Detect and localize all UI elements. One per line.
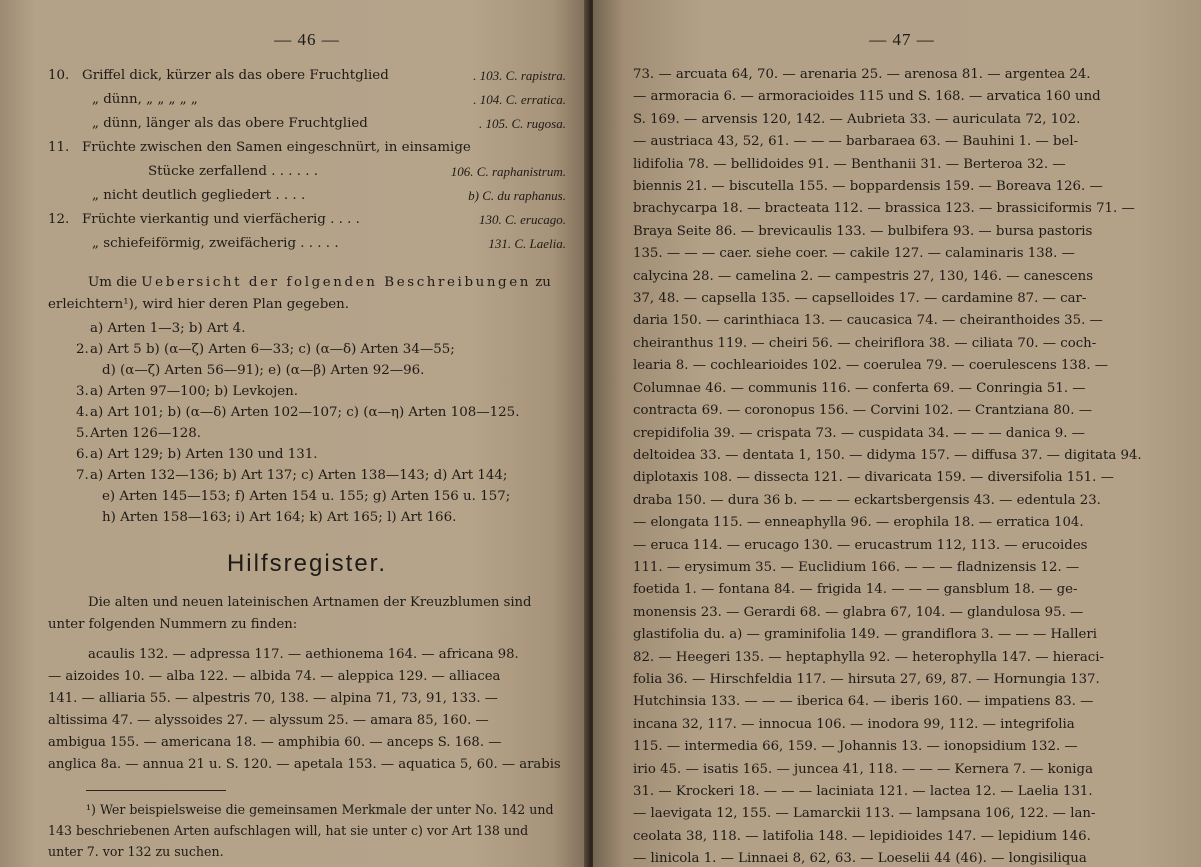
key-row: 12. Früchte vierkantig und vierfächerig . . . . 130. C. erucago.	[48, 212, 566, 227]
register-line: 31. — Krockeri 18. — — — laciniata 121. — lactea 12. — Laelia 131.	[633, 784, 1093, 799]
register-line: biennis 21. — biscutella 155. — boppardensis 159. — Boreava 126. —	[633, 179, 1103, 195]
register-line: diplotaxis 108. — dissecta 121. — divaricata 159. — diversifolia 151. —	[633, 470, 1114, 486]
register-line: 141. — alliaria 55. — alpestris 70, 138. — alpina 71, 73, 91, 133. —	[48, 691, 498, 706]
key-row: „ nicht deutlich gegliedert . . . . b) C. du raphanus.	[92, 188, 566, 203]
plan-line: d) (α—ζ) Arten 56—91); e) (α—β) Arten 92—96.	[102, 363, 425, 378]
key-row: „ dünn, „ „ „ „ „ . 104. C. erratica.	[92, 92, 566, 107]
register-line: anglica 8a. — annua 21 u. S. 120. — apetala 153. — aquatica 5, 60. — arabis	[48, 757, 561, 772]
register-line: — linicola 1. — Linnaei 8, 62, 63. — Loeselii 44 (46). — longisiliqua	[633, 851, 1087, 867]
register-line: acaulis 132. — adpressa 117. — aethionema 164. — africana 98.	[88, 647, 519, 662]
register-line: 135. — — — caer. siehe coer. — cakile 127. — calaminaris 138. —	[633, 246, 1075, 262]
footnote-rule	[86, 790, 226, 791]
footnote: ¹) Wer beispielsweise die gemeinsamen Merkmale der unter No. 142 und 143 beschriebenen Arten aufschlagen will, hat sie unter c) vor Art 138 und unter 7. vor 132 zu suchen.	[48, 802, 554, 859]
register-line: draba 150. — dura 36 b. — — — eckartsbergensis 43. — edentula 23.	[633, 492, 1101, 508]
key-row: 10. Griffel dick, kürzer als das obere Fruchtglied . 103. C. rapistra.	[48, 68, 566, 83]
plan-line: 5. Arten 126—128.	[76, 426, 202, 441]
plan-line: 4. a) Art 101; b) (α—δ) Arten 102—107; c) (α—η) Arten 108—125.	[76, 405, 520, 420]
page-number: — 47 —	[869, 30, 935, 49]
register-line: 73. — arcuata 64, 70. — arenaria 25. — arenosa 81. — argentea 24.	[633, 67, 1091, 82]
plan-line: 7. a) Arten 132—136; b) Art 137; c) Arten 138—143; d) Art 144;	[76, 468, 508, 483]
plan-line: h) Arten 158—163; i) Art 164; k) Art 165; l) Art 166.	[102, 510, 457, 525]
register-line: lidifolia 78. — bellidoides 91. — Benthanii 31. — Berteroa 32. —	[633, 156, 1066, 172]
section-heading: Hilfsregister.	[226, 550, 388, 577]
identification-key	[48, 64, 566, 256]
register-line: altissima 47. — alyssoides 27. — alyssum 25. — amara 85, 160. —	[48, 713, 489, 728]
register-line: — austriaca 43, 52, 61. — — — barbaraea 63. — Bauhini 1. — bel-	[633, 134, 1079, 150]
register-line: 82. — Heegeri 135. — heptaphylla 92. — heterophylla 147. — hieraci-	[633, 649, 1104, 665]
plan-line: 3. a) Arten 97—100; b) Levkojen.	[76, 384, 299, 399]
register-line: brachycarpa 18. — bracteata 112. — brassica 123. — brassiciformis 71. —	[633, 201, 1135, 217]
key-row: „ dünn, länger als das obere Fruchtglied . 105. C. rugosa.	[92, 116, 566, 131]
register-line: ceolata 38, 118. — latifolia 148. — lepidioides 147. — lepidium 146.	[633, 828, 1091, 844]
register-line: — eruca 114. — erucago 130. — erucastrum 112, 113. — erucoides	[633, 537, 1088, 553]
register-line: 115. — intermedia 66, 159. — Johannis 13. — ionopsidium 132. —	[633, 739, 1078, 755]
plan-line: e) Arten 145—153; f) Arten 154 u. 155; g) Arten 156 u. 157;	[102, 489, 511, 504]
register-line: foetida 1. — fontana 84. — frigida 14. — — — gansblum 18. — ge-	[633, 582, 1078, 598]
register-line: — aizoides 10. — alba 122. — albida 74. — aleppica 129. — alliacea	[48, 669, 501, 684]
key-row: 11. Früchte zwischen den Samen eingeschnürt, in einsamige	[48, 140, 471, 155]
register-line: daria 150. — carinthiaca 13. — caucasica 74. — cheiranthoides 35. —	[633, 313, 1103, 329]
register-line: — laevigata 12, 155. — Lamarckii 113. — lampsana 106, 122. — lan-	[633, 806, 1096, 822]
right-page	[593, 0, 1201, 867]
page-number: — 46 —	[274, 30, 340, 49]
register-line: calycina 28. — camelina 2. — campestris 27, 130, 146. — canescens	[633, 268, 1094, 284]
register-line: Columnae 46. — communis 116. — conferta 69. — Conringia 51. —	[633, 380, 1086, 396]
register-intro: Die alten und neuen lateinischen Artnamen der Kreuzblumen sind unter folgenden Nummern zu finden:	[48, 595, 532, 632]
plan-line: 2. a) Art 5 b) (α—ζ) Arten 6—33; c) (α—δ) Arten 34—55;	[76, 342, 455, 357]
register-line: contracta 69. — coronopus 156. — Corvini 102. — Crantziana 80. —	[633, 403, 1092, 419]
register-line: irio 45. — isatis 165. — juncea 41, 118. — — — Kernera 7. — koniga	[633, 761, 1093, 777]
register-line: — elongata 115. — enneaphylla 96. — erophila 18. — erratica 104.	[633, 515, 1084, 531]
plan-line: a) Arten 1—3; b) Art 4.	[90, 321, 246, 336]
register-line: monensis 23. — Gerardi 68. — glabra 67, 104. — glandulosa 95. —	[633, 604, 1084, 620]
register-line: folia 36. — Hirschfeldia 117. — hirsuta 27, 69, 87. — Hornungia 137.	[633, 671, 1100, 687]
register-line: Braya Seite 86. — brevicaulis 133. — bulbifera 93. — bursa pastoris	[633, 223, 1093, 239]
register-list-left	[48, 644, 566, 776]
register-list-right	[633, 64, 1171, 867]
register-line: incana 32, 117. — innocua 106. — inodora 99, 112. — integrifolia	[633, 716, 1075, 732]
key-row: Stücke zerfallend . . . . . . 106. C. raphanistrum.	[148, 164, 566, 179]
plan-intro: Um die Uebersicht der folgenden Beschreibungen zu erleichtern¹), wird hier deren Plan gegeben.	[48, 275, 551, 312]
plan-line: 6. a) Art 129; b) Arten 130 und 131.	[76, 447, 318, 462]
register-line: S. 169. — arvensis 120, 142. — Aubrieta 33. — auriculata 72, 102.	[633, 111, 1081, 127]
register-line: 37, 48. — capsella 135. — capselloides 17. — cardamine 87. — car-	[633, 291, 1087, 307]
register-line: 111. — erysimum 35. — Euclidium 166. — — — fladnizensis 12. —	[633, 559, 1080, 575]
register-line: — armoracia 6. — armoracioides 115 und S. 168. — arvatica 160 und	[633, 89, 1101, 105]
register-line: ambigua 155. — americana 18. — amphibia 60. — anceps S. 168. —	[48, 735, 502, 750]
register-line: Hutchinsia 133. — — — iberica 64. — iberis 160. — impatiens 83. —	[633, 694, 1094, 710]
register-line: deltoidea 33. — dentata 1, 150. — didyma 157. — diffusa 37. — digitata 94.	[633, 447, 1142, 463]
register-line: learia 8. — cochlearioides 102. — coerulea 79. — coerulescens 138. —	[633, 358, 1109, 374]
plan-list	[48, 318, 566, 528]
key-row: „ schiefeiförmig, zweifächerig . . . . . 131. C. Laelia.	[92, 236, 566, 251]
register-line: crepidifolia 39. — crispata 73. — cuspidata 34. — — — danica 9. —	[633, 425, 1085, 441]
register-line: cheiranthus 119. — cheiri 56. — cheiriflora 38. — ciliata 70. — coch-	[633, 335, 1097, 351]
register-line: glastifolia du. a) — graminifolia 149. — grandiflora 3. — — — Halleri	[633, 627, 1098, 643]
left-page	[0, 0, 588, 867]
